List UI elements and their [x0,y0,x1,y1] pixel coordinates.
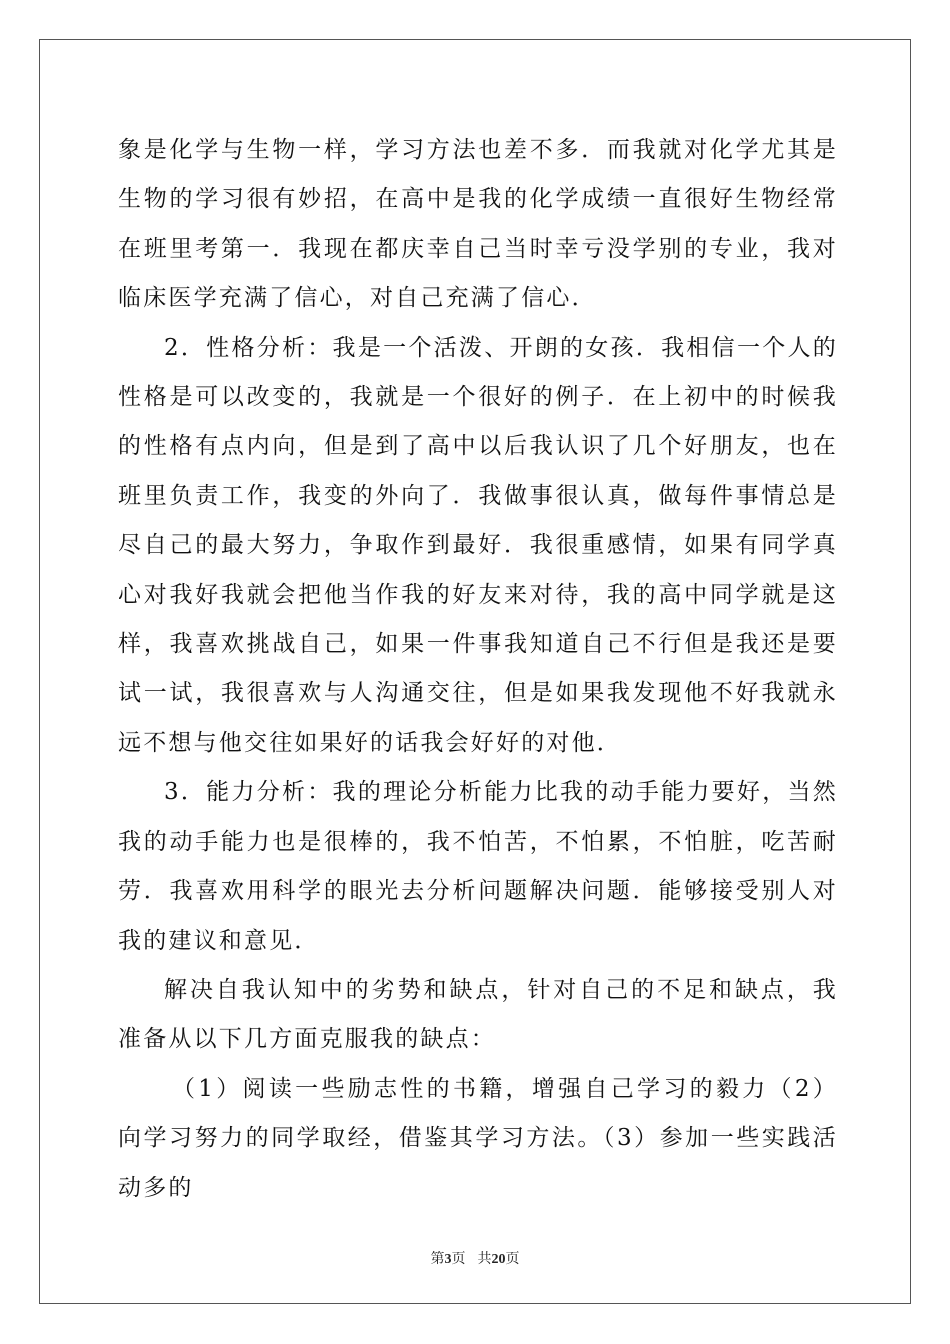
paragraph-ability: 3．能力分析：我的理论分析能力比我的动手能力要好，当然我的动手能力也是很棒的，我不怕苦，不怕累，不怕脏，吃苦耐劳．我喜欢用科学的眼光去分析问题解决问题．能够接受别人对我的建议和意见． [118,779,838,954]
page-number: 3 [444,1252,452,1267]
document-body [118,126,838,1213]
paragraph-improvement-list: （1）阅读一些励志性的书籍，增强自己学习的毅力（2） 向学习努力的同学取经，借鉴其学习方法。（3）参加一些实践活动多的 [118,1075,838,1201]
paragraph-personality: 2．性格分析：我是一个活泼、开朗的女孩．我相信一个人的性格是可以改变的，我就是一个很好的例子．在上初中的时候我的性格有点内向，但是到了高中以后我认识了几个好朋友，也在班里负责工作，我变的外向了．我做事很认真，做每件事情总是尽自己的最大努力，争取作到最好．我很重感情，如果有同学真心对我好我就会把他当作我的好友来对待，我的高中同学就是这样，我喜欢挑战自己，如果一件事我知道自己不行但是我还是要试一试，我很喜欢与人沟通交往，但是如果我发现他不好我就永远不想与他交往如果好的话我会好好的对他． [118,334,838,756]
paragraph-weakness-plan: 解决自我认知中的劣势和缺点，针对自己的不足和缺点，我准备从以下几方面克服我的缺点： [118,976,838,1053]
total-pages: 20 [491,1252,506,1267]
page-prefix: 第 [430,1251,445,1267]
page-suffix: 页 [451,1251,466,1267]
total-prefix: 共 [477,1251,492,1267]
paragraph-continuation: 象是化学与生物一样，学习方法也差不多．而我就对化学尤其是生物的学习很有妙招，在高中是我的化学成绩一直很好生物经常在班里考第一．我现在都庆幸自己当时幸亏没学别的专业，我对临床医学充满了信心，对自己充满了信心． [118,137,838,312]
page-footer [0,1248,950,1268]
total-suffix: 页 [505,1251,520,1267]
